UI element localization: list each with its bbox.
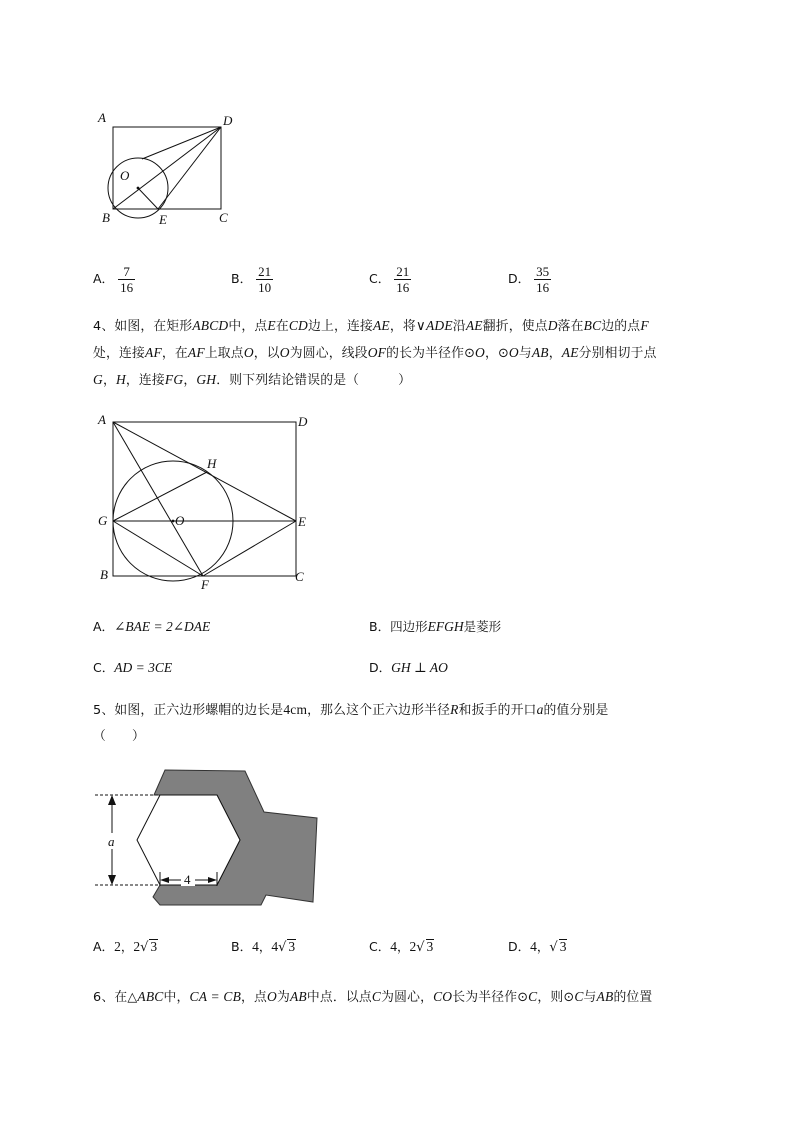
- q3-option-b-den: 10: [258, 280, 272, 295]
- q5-option-b-coef: 4: [271, 939, 279, 954]
- q4-math-af: AF: [145, 345, 162, 360]
- q3-figure: [95, 105, 255, 240]
- q6-text-6: 为圆心，: [381, 990, 434, 1005]
- q5-option-a-first: 2: [114, 939, 121, 954]
- q4-text-5: ，将: [389, 319, 416, 334]
- q5-figure: [95, 765, 325, 910]
- q5-option-c-coef: 2: [409, 939, 417, 954]
- q5-paren: （ ）: [93, 729, 145, 744]
- q4-text-22: ，: [183, 373, 197, 388]
- q4-math-tri-ade: ∨ADE: [415, 318, 453, 333]
- q3-option-a[interactable]: [93, 264, 135, 295]
- q6-math-ab: AB: [289, 989, 307, 1004]
- q3-point-o: [137, 187, 140, 190]
- radical-icon: √: [140, 940, 149, 955]
- q5-option-a-coef: 2: [133, 939, 141, 954]
- q4-math-ab: AB: [531, 345, 549, 360]
- q4-text-20: ，: [102, 373, 116, 388]
- q4-label-b: B: [100, 567, 108, 582]
- q4-point-o: [172, 520, 175, 523]
- q5-option-c[interactable]: C．4，2√ 3: [369, 939, 434, 955]
- q4-option-b-math: EFGH: [427, 619, 464, 634]
- q4-text-11: ，在: [161, 346, 188, 361]
- q3-label-a: A: [98, 110, 106, 125]
- q5-question-text: [93, 697, 743, 750]
- q5-option-c-letter: C．: [369, 939, 391, 954]
- q4-text-17: 与: [518, 346, 532, 361]
- q6-text-3: ，点: [241, 990, 268, 1005]
- q3-option-b-fraction: [256, 264, 273, 295]
- q6-text-9: 与: [583, 990, 597, 1005]
- q4-option-b[interactable]: [369, 619, 501, 635]
- q4-option-c[interactable]: [93, 660, 172, 676]
- q3-option-a-fraction: [118, 264, 135, 295]
- q6-math-c: C: [371, 989, 382, 1004]
- radical-icon: √: [278, 940, 287, 955]
- q4-math-ae-3: AE: [561, 345, 579, 360]
- q6-text-8: ，则⊙: [537, 990, 575, 1005]
- q3-option-d-den: 16: [536, 280, 550, 295]
- q6-text-4: 为: [276, 990, 290, 1005]
- q4-text-10: 处，连接: [93, 346, 145, 361]
- q4-option-b-letter: B．: [369, 619, 391, 634]
- q4-text-16: ，⊙: [484, 346, 509, 361]
- q5-option-b-first: 4: [252, 939, 259, 954]
- q3-option-d[interactable]: [508, 264, 551, 295]
- q6-text-7: 长为半径作⊙: [452, 990, 529, 1005]
- q6-number: 6、: [93, 990, 115, 1005]
- q5-option-d-first: 4: [530, 939, 537, 954]
- q3-option-b-num: 21: [258, 264, 272, 279]
- q3-option-c-num: 21: [396, 264, 410, 279]
- q5-option-c-first: 4: [390, 939, 397, 954]
- q4-math-o-4: O: [508, 345, 519, 360]
- q4-option-a-text: ∠BAE = 2∠DAE: [114, 619, 211, 634]
- q3-option-d-num: 35: [536, 264, 550, 279]
- q3-option-d-fraction: [534, 264, 551, 295]
- q4-text-8: 落在: [557, 319, 584, 334]
- q5-option-b-rad: 3: [288, 939, 296, 954]
- radical-icon: √: [416, 940, 425, 955]
- q4-option-a[interactable]: [93, 619, 210, 635]
- q4-line-fe: [203, 521, 296, 576]
- q4-text-1: 如图，在矩形: [114, 319, 193, 334]
- q6-text-10: 的位置: [613, 990, 653, 1005]
- q5-math-a: a: [536, 702, 544, 717]
- q4-math-f: F: [640, 318, 649, 333]
- q4-option-c-letter: C．: [93, 660, 115, 675]
- q4-math-ae-2: AE: [465, 318, 483, 333]
- q5-value: 4cm: [283, 702, 308, 717]
- q3-label-b: B: [102, 210, 110, 225]
- q6-math-ab-2: AB: [596, 989, 614, 1004]
- q6-text-1: 在△: [114, 990, 138, 1005]
- q4-text-7: 翻折，使点: [482, 319, 548, 334]
- q3-label-c: C: [219, 210, 228, 225]
- q3-option-c-letter: C．: [369, 271, 391, 286]
- q4-text-2: 中，点: [228, 319, 268, 334]
- q4-math-af-2: AF: [187, 345, 205, 360]
- q5-text-3: 和扳手的开口: [458, 703, 537, 718]
- q5-option-a[interactable]: A．2，2√ 3: [93, 939, 158, 955]
- q3-option-a-letter: A．: [93, 271, 115, 286]
- q6-math-abc: ABC: [137, 989, 164, 1004]
- q4-text-14: 为圆心，线段: [289, 346, 368, 361]
- q5-number: 5、: [93, 703, 115, 718]
- q4-math-gh: GH: [196, 372, 217, 387]
- q4-math-h: H: [115, 372, 126, 387]
- q6-text-5: 中点．以点: [306, 990, 372, 1005]
- q4-math-o-3: O: [475, 345, 485, 360]
- q4-label-a: A: [98, 412, 106, 427]
- q5-dim-a-arrow-top: [108, 795, 116, 805]
- q4-line-gh: [113, 472, 207, 521]
- q4-label-h: H: [207, 456, 217, 471]
- q4-question-text: [93, 313, 743, 394]
- q4-text-23: ．则下列结论错误的是（ ）: [216, 373, 412, 388]
- q5-option-b-letter: B．: [231, 939, 253, 954]
- q4-math-bc: BC: [583, 318, 602, 333]
- q4-text-15: 的长为半径作⊙: [386, 346, 476, 361]
- q4-line-gf: [113, 521, 203, 576]
- q4-math-o-2: O: [279, 345, 290, 360]
- q3-option-b[interactable]: [231, 264, 273, 295]
- q6-text-2: 中，: [163, 990, 190, 1005]
- q6-question-text: [93, 984, 753, 1011]
- radical-icon: √: [549, 940, 558, 955]
- q5-text-1: 如图，正六边形螺帽的边长是: [114, 703, 284, 718]
- q4-text-9: 边的点: [601, 319, 641, 334]
- q5-option-d-rad: 3: [559, 939, 567, 954]
- q3-option-c-den: 16: [396, 280, 410, 295]
- q5-option-b[interactable]: B．4，4√ 3: [231, 939, 296, 955]
- q4-label-g: G: [98, 513, 108, 528]
- q3-label-o: O: [120, 168, 130, 183]
- q4-option-b-pre: 四边形: [390, 619, 428, 634]
- q4-figure-svg: [95, 408, 320, 593]
- q4-math-of: OF: [367, 345, 387, 360]
- q4-text-21: ，连接: [125, 373, 165, 388]
- q5-dim-a-arrow-bottom: [108, 875, 116, 885]
- q5-text-4: 的值分别是: [543, 703, 609, 718]
- q3-label-e: E: [159, 212, 167, 227]
- q5-option-d[interactable]: D．4，√ 3: [508, 939, 567, 955]
- q4-label-d: D: [298, 414, 308, 429]
- q3-label-d: D: [223, 113, 233, 128]
- q4-option-c-text: AD = 3CE: [114, 660, 173, 675]
- q6-math-c-2: C: [528, 989, 538, 1004]
- q5-side-label: 4: [184, 872, 191, 887]
- q4-option-d-text: GH ⊥ AO: [391, 660, 448, 675]
- q3-option-c-fraction: [394, 264, 411, 295]
- q5-option-a-rad: 3: [150, 939, 158, 954]
- q6-math-co: CO: [433, 989, 453, 1004]
- q4-math-o: O: [243, 345, 254, 360]
- q4-text-19: 分别相切于点: [578, 346, 657, 361]
- q3-option-c[interactable]: [369, 264, 411, 295]
- q4-option-a-letter: A．: [93, 619, 115, 634]
- q5-a-label: a: [108, 834, 115, 849]
- q4-text-6: 沿: [452, 319, 466, 334]
- q5-math-r: R: [450, 702, 459, 717]
- q4-text-3: 在: [275, 319, 289, 334]
- q5-figure-svg: [95, 765, 325, 910]
- q4-line-af: [113, 422, 203, 576]
- q4-math-g: G: [93, 372, 103, 387]
- q4-text-12: 上取点: [204, 346, 244, 361]
- q4-math-e: E: [267, 318, 276, 333]
- q4-figure: [95, 408, 320, 593]
- q4-text-13: ，以: [253, 346, 280, 361]
- q4-option-d[interactable]: [369, 660, 448, 676]
- q5-text-2: ，那么这个正六边形半径: [307, 703, 451, 718]
- q4-math-abcd: ABCD: [192, 318, 229, 333]
- q4-option-d-letter: D．: [369, 660, 392, 675]
- q4-text-4: 边上，连接: [307, 319, 373, 334]
- q5-option-d-letter: D．: [508, 939, 531, 954]
- q4-option-b-post: 是菱形: [463, 619, 502, 634]
- q4-text-18: ，: [548, 346, 562, 361]
- q4-rect-abcd: [113, 422, 296, 576]
- q4-label-o: O: [175, 513, 185, 528]
- q4-number: 4、: [93, 319, 115, 334]
- q4-label-f: F: [201, 577, 209, 592]
- q5-option-a-letter: A．: [93, 939, 115, 954]
- q4-math-d: D: [547, 318, 558, 333]
- q6-math-eq: CA = CB: [189, 989, 242, 1004]
- q3-line-oe: [138, 188, 158, 209]
- q3-option-a-den: 16: [120, 280, 134, 295]
- q6-math-o: O: [267, 989, 277, 1004]
- q6-math-c-3: C: [574, 989, 584, 1004]
- q3-option-a-num: 7: [118, 264, 135, 280]
- q4-math-cd: CD: [288, 318, 308, 333]
- q3-option-b-letter: B．: [231, 271, 253, 286]
- q4-label-e: E: [298, 514, 306, 529]
- q4-math-ae: AE: [372, 318, 390, 333]
- q4-label-c: C: [295, 569, 304, 584]
- q5-option-c-rad: 3: [426, 939, 434, 954]
- q3-option-d-letter: D．: [508, 271, 531, 286]
- q4-math-fg: FG: [164, 372, 184, 387]
- q3-figure-svg: [95, 105, 255, 240]
